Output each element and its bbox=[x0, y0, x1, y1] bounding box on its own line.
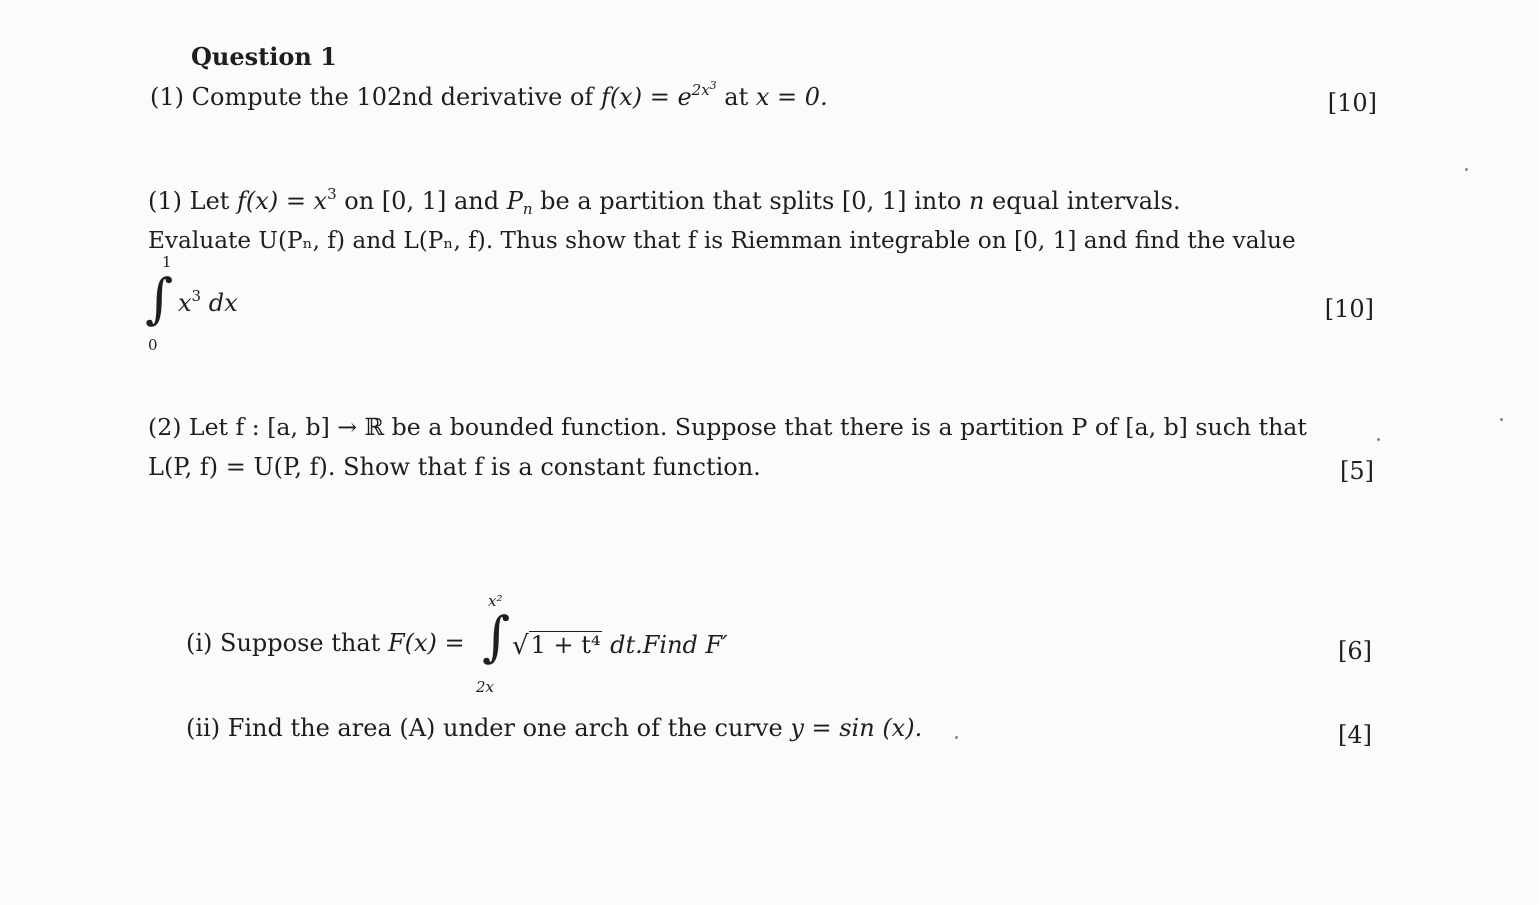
q4-int-upper: x² bbox=[488, 592, 503, 610]
q2-line-1 bbox=[148, 186, 1181, 216]
scan-speck bbox=[1465, 168, 1468, 171]
q2-interval-text: on [0, 1] and bbox=[336, 187, 507, 215]
q2-integrand: $x^3$ dx bbox=[178, 287, 238, 317]
q4-integrand bbox=[512, 630, 728, 661]
q2-partition: P bbox=[506, 187, 523, 215]
q4-statement bbox=[186, 628, 465, 658]
q1-text-mid: at bbox=[716, 83, 756, 111]
q5-marks: [4] bbox=[1338, 721, 1372, 749]
question-heading: Question 1 bbox=[191, 42, 337, 71]
q2-int-upper: 1 bbox=[162, 253, 172, 271]
q3-line-1: (2) Let f : [a, b] → ℝ be a bounded function. Suppose that there is a partition P of [a, b] such that bbox=[148, 413, 1307, 441]
sqrt-symbol: √1 + t⁴ bbox=[512, 631, 601, 661]
scan-speck bbox=[955, 736, 958, 739]
q4-int-lower: 2x bbox=[476, 678, 495, 696]
q2-function-power: 3 bbox=[327, 185, 337, 203]
q1-statement bbox=[150, 79, 828, 112]
q1-expr: f(x) = e bbox=[600, 83, 692, 111]
scan-speck bbox=[1377, 438, 1380, 441]
q2-line1-end: equal intervals. bbox=[984, 187, 1181, 215]
q5-text: (ii) Find the area (A) under one arch of the curve bbox=[186, 714, 791, 742]
integral-sign: ∫ bbox=[145, 267, 174, 330]
q3-marks: [5] bbox=[1340, 457, 1374, 485]
q2-partition-sub: n bbox=[522, 200, 533, 218]
q4-after: dt.Find F′ bbox=[602, 631, 728, 659]
q2-function: f(x) = x bbox=[237, 187, 328, 215]
q2-int-lower: 0 bbox=[148, 336, 158, 354]
q2-marks: [10] bbox=[1324, 295, 1374, 323]
q2-line1-rest: be a partition that splits [0, 1] into bbox=[532, 187, 969, 215]
q4-marks: [6] bbox=[1338, 637, 1372, 665]
q4-prefix: (i) Suppose that bbox=[186, 629, 388, 657]
integral-sign: ∫ bbox=[482, 605, 511, 668]
q5-statement bbox=[186, 713, 922, 743]
q2-line1-prefix: (1) Let bbox=[148, 187, 238, 215]
q1-condition: x = 0. bbox=[755, 83, 828, 111]
q1-marks: [10] bbox=[1327, 89, 1377, 117]
q5-expr: y = sin (x). bbox=[790, 714, 923, 742]
q3-line-2: L(P, f) = U(P, f). Show that f is a constant function. bbox=[148, 453, 761, 481]
q4-lhs: F(x) = bbox=[387, 629, 465, 657]
q2-n: n bbox=[968, 187, 985, 215]
scan-speck bbox=[1500, 418, 1503, 421]
q2-line-2: Evaluate U(Pₙ, f) and L(Pₙ, f). Thus show that f is Riemman integrable on [0, 1] and find the value bbox=[148, 227, 1296, 254]
q1-text-prefix: (1) Compute the 102nd derivative of bbox=[150, 83, 601, 111]
q1-exponent: 2x3 bbox=[691, 79, 717, 99]
q4-radicand: 1 + t⁴ bbox=[530, 631, 601, 659]
